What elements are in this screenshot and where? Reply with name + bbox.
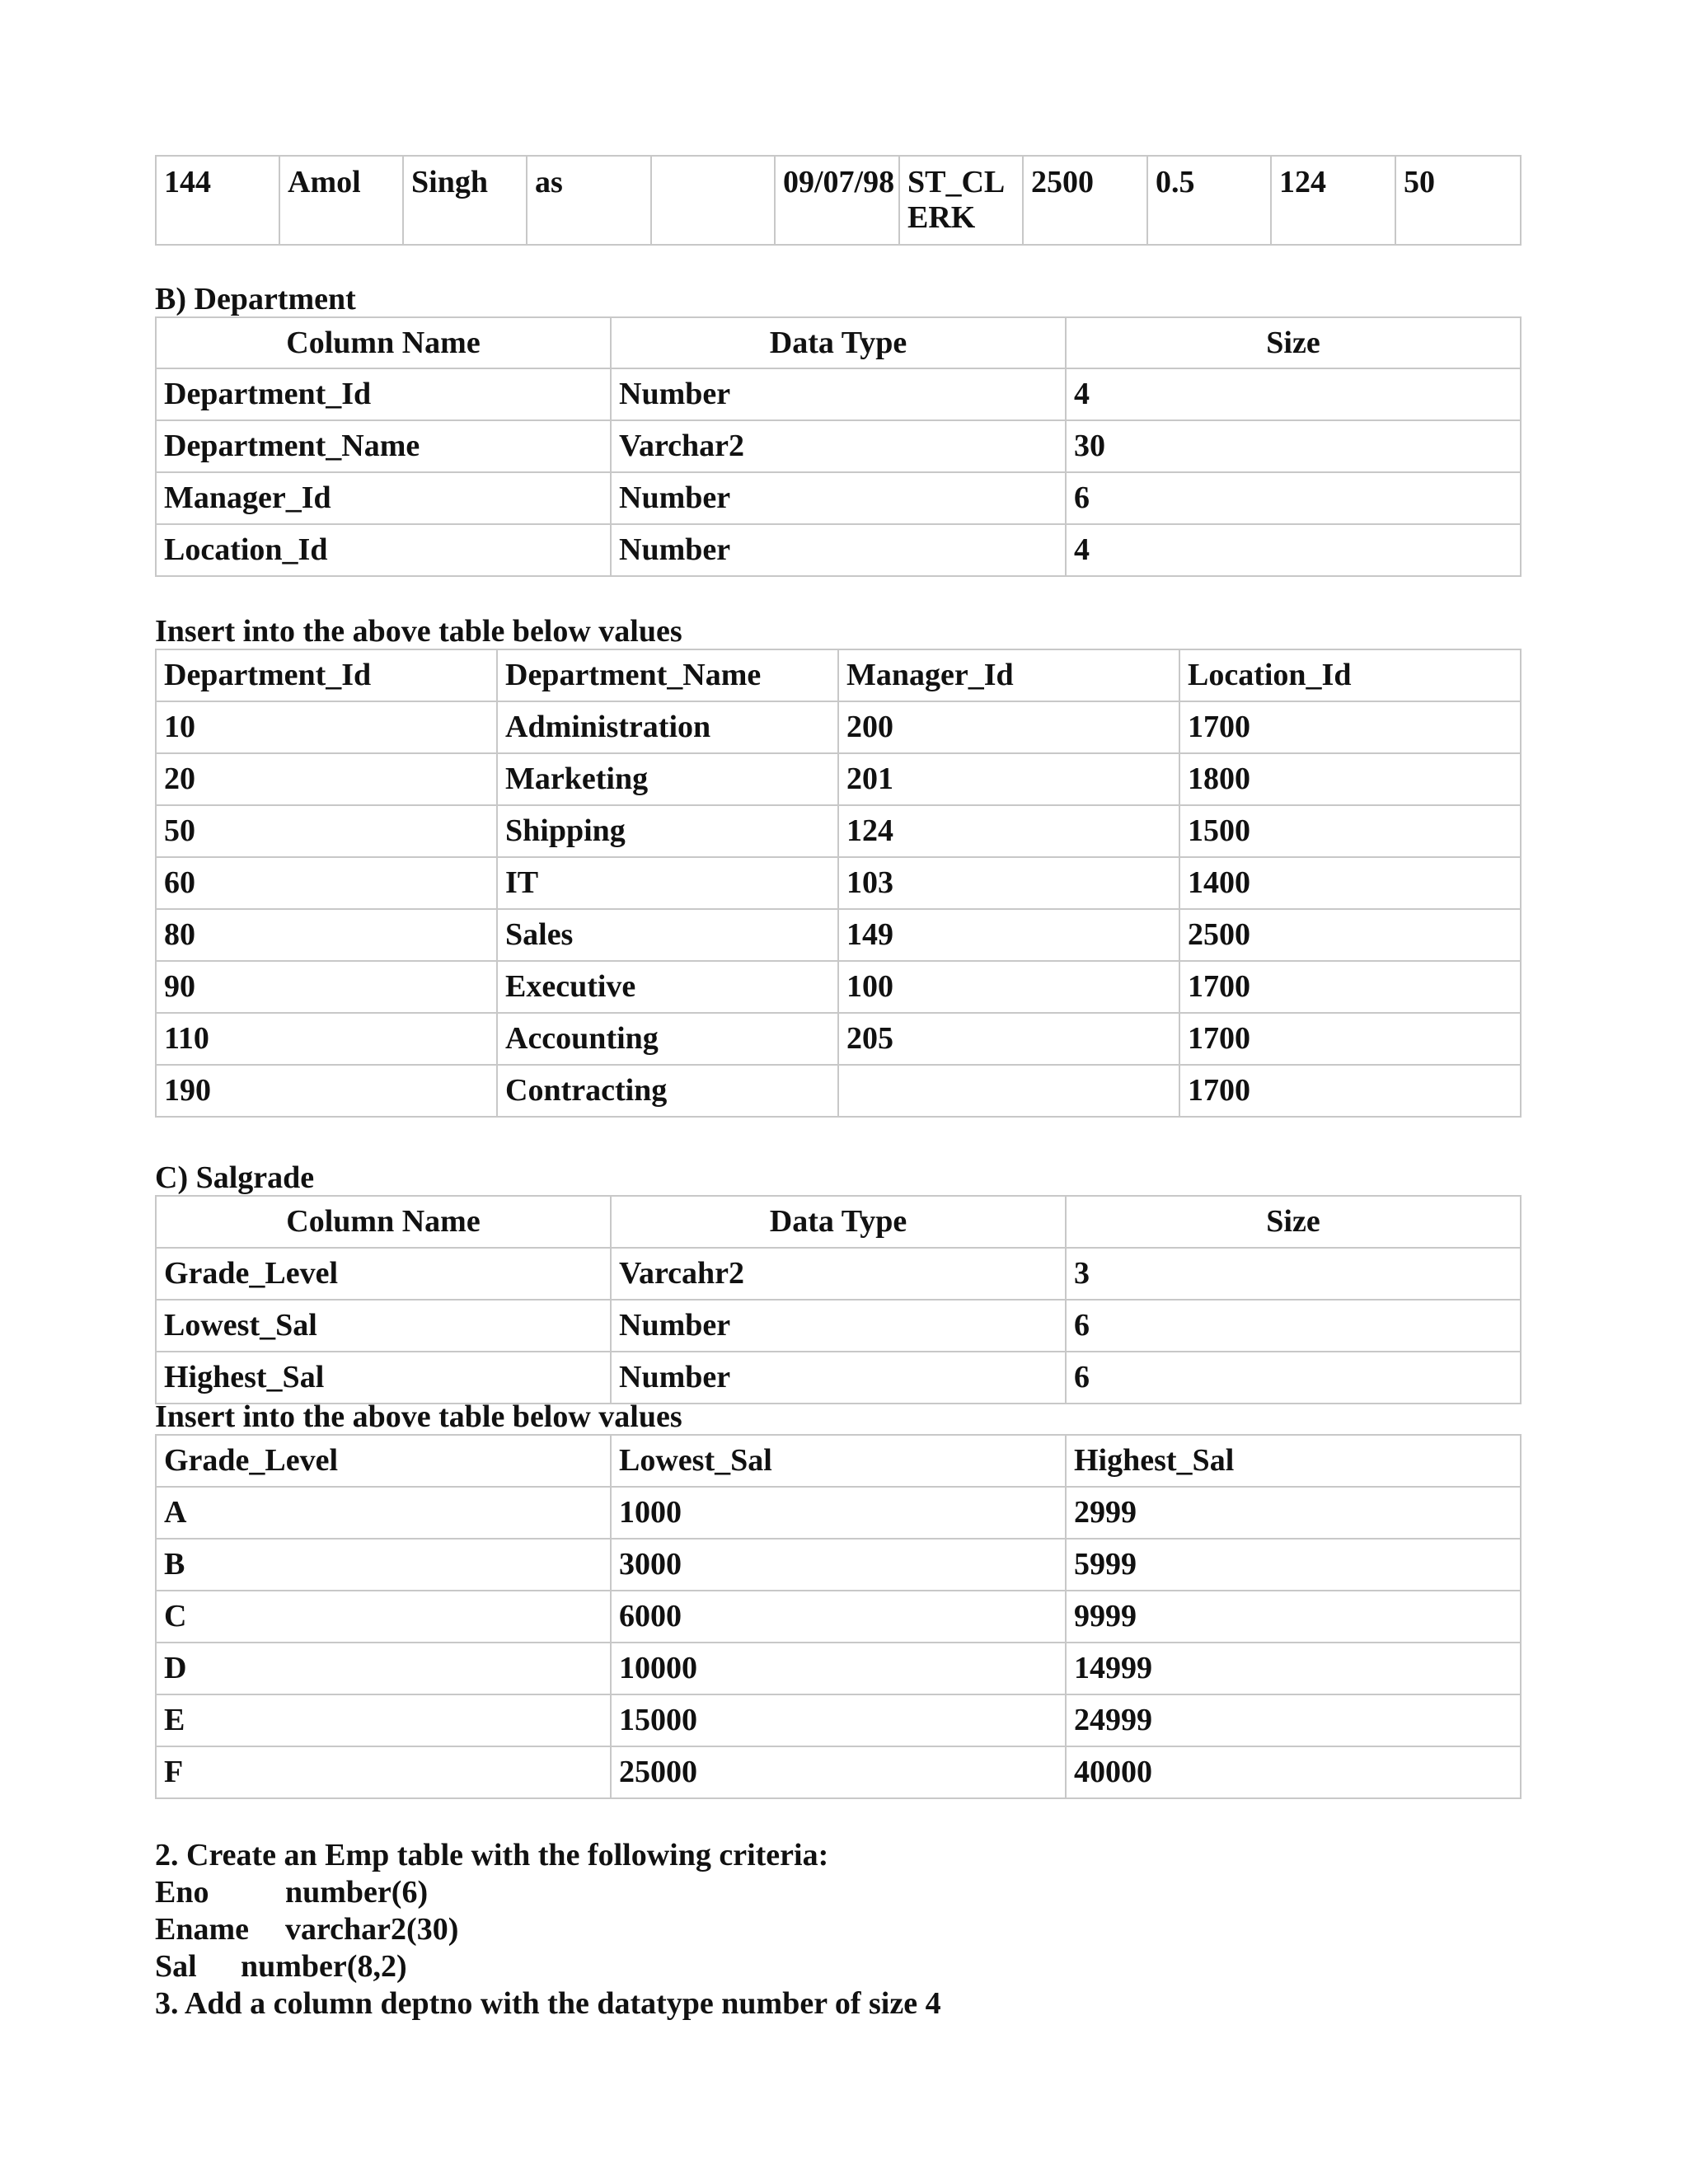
cell-data-type: Number [611, 524, 1066, 576]
cell-department-id: 110 [156, 1013, 497, 1065]
field-type: varchar2(30) [285, 1912, 459, 1947]
cell-location-id: 1700 [1179, 961, 1521, 1013]
salgrade-values-table [155, 1434, 1522, 1799]
cell-data-type: Number [611, 1300, 1066, 1352]
cell-size: 4 [1066, 524, 1521, 576]
cell-lowest-sal: 25000 [611, 1746, 1066, 1798]
cell-department-id: 50 [1395, 156, 1521, 245]
cell-commission: 0.5 [1147, 156, 1271, 245]
table-row [156, 1248, 1521, 1300]
cell-size: 3 [1066, 1248, 1521, 1300]
cell-data-type: Varchar2 [611, 420, 1066, 472]
cell-department-id: 60 [156, 857, 497, 909]
header-size: Size [1066, 317, 1521, 368]
cell-data-type: Varcahr2 [611, 1248, 1066, 1300]
cell-department-name: Executive [497, 961, 838, 1013]
cell-department-id: 90 [156, 961, 497, 1013]
cell-last-name: Singh [403, 156, 527, 245]
table-row [156, 1352, 1521, 1404]
department-insert-heading: Insert into the above table below values [155, 614, 682, 649]
table-row [156, 1065, 1521, 1117]
cell-department-id: 10 [156, 701, 497, 753]
cell-manager-id: 149 [838, 909, 1179, 961]
cell-highest-sal: 14999 [1066, 1643, 1521, 1694]
cell-department-name: IT [497, 857, 838, 909]
header-department-name: Department_Name [497, 649, 838, 701]
cell-hire-date: 09/07/98 [775, 156, 899, 245]
cell-department-name: Administration [497, 701, 838, 753]
table-row [156, 1591, 1521, 1643]
cell-salary: 2500 [1023, 156, 1147, 245]
table-header-row [156, 317, 1521, 368]
cell-lowest-sal: 15000 [611, 1694, 1066, 1746]
department-structure-table [155, 316, 1522, 577]
table-row [156, 805, 1521, 857]
cell-manager-id: 200 [838, 701, 1179, 753]
cell-grade-level: F [156, 1746, 611, 1798]
table-row [156, 961, 1521, 1013]
cell-manager-id: 201 [838, 753, 1179, 805]
cell-grade-level: D [156, 1643, 611, 1694]
cell-email: as [527, 156, 651, 245]
cell-size: 6 [1066, 1352, 1521, 1404]
table-header-row [156, 649, 1521, 701]
cell-size: 6 [1066, 472, 1521, 524]
table-row [156, 1487, 1521, 1539]
table-row [156, 1300, 1521, 1352]
cell-size: 6 [1066, 1300, 1521, 1352]
cell-department-id: 50 [156, 805, 497, 857]
cell-location-id: 1400 [1179, 857, 1521, 909]
cell-location-id: 1800 [1179, 753, 1521, 805]
cell-manager-id: 124 [1271, 156, 1395, 245]
cell-grade-level: E [156, 1694, 611, 1746]
department-values-table [155, 649, 1522, 1118]
department-heading: B) Department [155, 282, 356, 316]
table-header-row [156, 1435, 1521, 1487]
cell-location-id: 1700 [1179, 701, 1521, 753]
cell-grade-level: C [156, 1591, 611, 1643]
table-row [156, 1643, 1521, 1694]
cell-location-id: 2500 [1179, 909, 1521, 961]
table-header-row [156, 1196, 1521, 1248]
header-data-type: Data Type [611, 1196, 1066, 1248]
header-grade-level: Grade_Level [156, 1435, 611, 1487]
question-2-line-ename [155, 1914, 458, 1945]
cell-highest-sal: 2999 [1066, 1487, 1521, 1539]
table-row [156, 753, 1521, 805]
cell-phone [651, 156, 775, 245]
cell-grade-level: A [156, 1487, 611, 1539]
header-highest-sal: Highest_Sal [1066, 1435, 1521, 1487]
cell-size: 30 [1066, 420, 1521, 472]
cell-department-name: Marketing [497, 753, 838, 805]
question-2-line-sal [155, 1951, 407, 1982]
cell-column-name: Lowest_Sal [156, 1300, 611, 1352]
header-size: Size [1066, 1196, 1521, 1248]
header-location-id: Location_Id [1179, 649, 1521, 701]
cell-column-name: Location_Id [156, 524, 611, 576]
cell-lowest-sal: 10000 [611, 1643, 1066, 1694]
cell-employee-id: 144 [156, 156, 279, 245]
cell-lowest-sal: 6000 [611, 1591, 1066, 1643]
field-type: number(6) [285, 1875, 429, 1910]
cell-manager-id: 205 [838, 1013, 1179, 1065]
cell-location-id: 1500 [1179, 805, 1521, 857]
table-row [156, 1013, 1521, 1065]
cell-location-id: 1700 [1179, 1013, 1521, 1065]
cell-grade-level: B [156, 1539, 611, 1591]
question-2-line-eno [155, 1877, 428, 1908]
table-row [156, 524, 1521, 576]
header-department-id: Department_Id [156, 649, 497, 701]
table-row [156, 1539, 1521, 1591]
cell-department-id: 80 [156, 909, 497, 961]
cell-manager-id [838, 1065, 1179, 1117]
table-row [156, 1746, 1521, 1798]
question-3: 3. Add a column deptno with the datatype number of size 4 [155, 1986, 941, 2021]
cell-data-type: Number [611, 1352, 1066, 1404]
cell-column-name: Grade_Level [156, 1248, 611, 1300]
cell-first-name: Amol [279, 156, 403, 245]
header-column-name: Column Name [156, 1196, 611, 1248]
header-lowest-sal: Lowest_Sal [611, 1435, 1066, 1487]
cell-highest-sal: 5999 [1066, 1539, 1521, 1591]
cell-lowest-sal: 1000 [611, 1487, 1066, 1539]
cell-department-name: Sales [497, 909, 838, 961]
cell-highest-sal: 40000 [1066, 1746, 1521, 1798]
table-row [156, 368, 1521, 420]
cell-lowest-sal: 3000 [611, 1539, 1066, 1591]
cell-department-name: Accounting [497, 1013, 838, 1065]
cell-department-name: Shipping [497, 805, 838, 857]
cell-job-id: ST_CLERK [899, 156, 1023, 245]
cell-location-id: 1700 [1179, 1065, 1521, 1117]
cell-manager-id: 100 [838, 961, 1179, 1013]
employee-row-table [155, 155, 1522, 246]
cell-column-name: Department_Name [156, 420, 611, 472]
salgrade-heading: C) Salgrade [155, 1160, 315, 1195]
cell-column-name: Manager_Id [156, 472, 611, 524]
cell-department-id: 190 [156, 1065, 497, 1117]
cell-department-id: 20 [156, 753, 497, 805]
cell-manager-id: 124 [838, 805, 1179, 857]
table-row [156, 420, 1521, 472]
employee-data-row [156, 156, 1521, 245]
table-row [156, 1694, 1521, 1746]
table-row [156, 701, 1521, 753]
cell-department-name: Contracting [497, 1065, 838, 1117]
header-column-name: Column Name [156, 317, 611, 368]
salgrade-insert-heading: Insert into the above table below values [155, 1399, 682, 1434]
field-name: Ename [155, 1912, 249, 1947]
cell-manager-id: 103 [838, 857, 1179, 909]
cell-size: 4 [1066, 368, 1521, 420]
cell-column-name: Highest_Sal [156, 1352, 611, 1404]
salgrade-structure-table [155, 1195, 1522, 1404]
field-name: Eno [155, 1875, 209, 1910]
header-manager-id: Manager_Id [838, 649, 1179, 701]
header-data-type: Data Type [611, 317, 1066, 368]
field-type: number(8,2) [241, 1949, 407, 1984]
field-name: Sal [155, 1949, 197, 1984]
table-row [156, 909, 1521, 961]
cell-highest-sal: 9999 [1066, 1591, 1521, 1643]
cell-data-type: Number [611, 472, 1066, 524]
table-row [156, 857, 1521, 909]
cell-column-name: Department_Id [156, 368, 611, 420]
cell-data-type: Number [611, 368, 1066, 420]
table-row [156, 472, 1521, 524]
question-2-title: 2. Create an Emp table with the following criteria: [155, 1838, 829, 1872]
cell-highest-sal: 24999 [1066, 1694, 1521, 1746]
